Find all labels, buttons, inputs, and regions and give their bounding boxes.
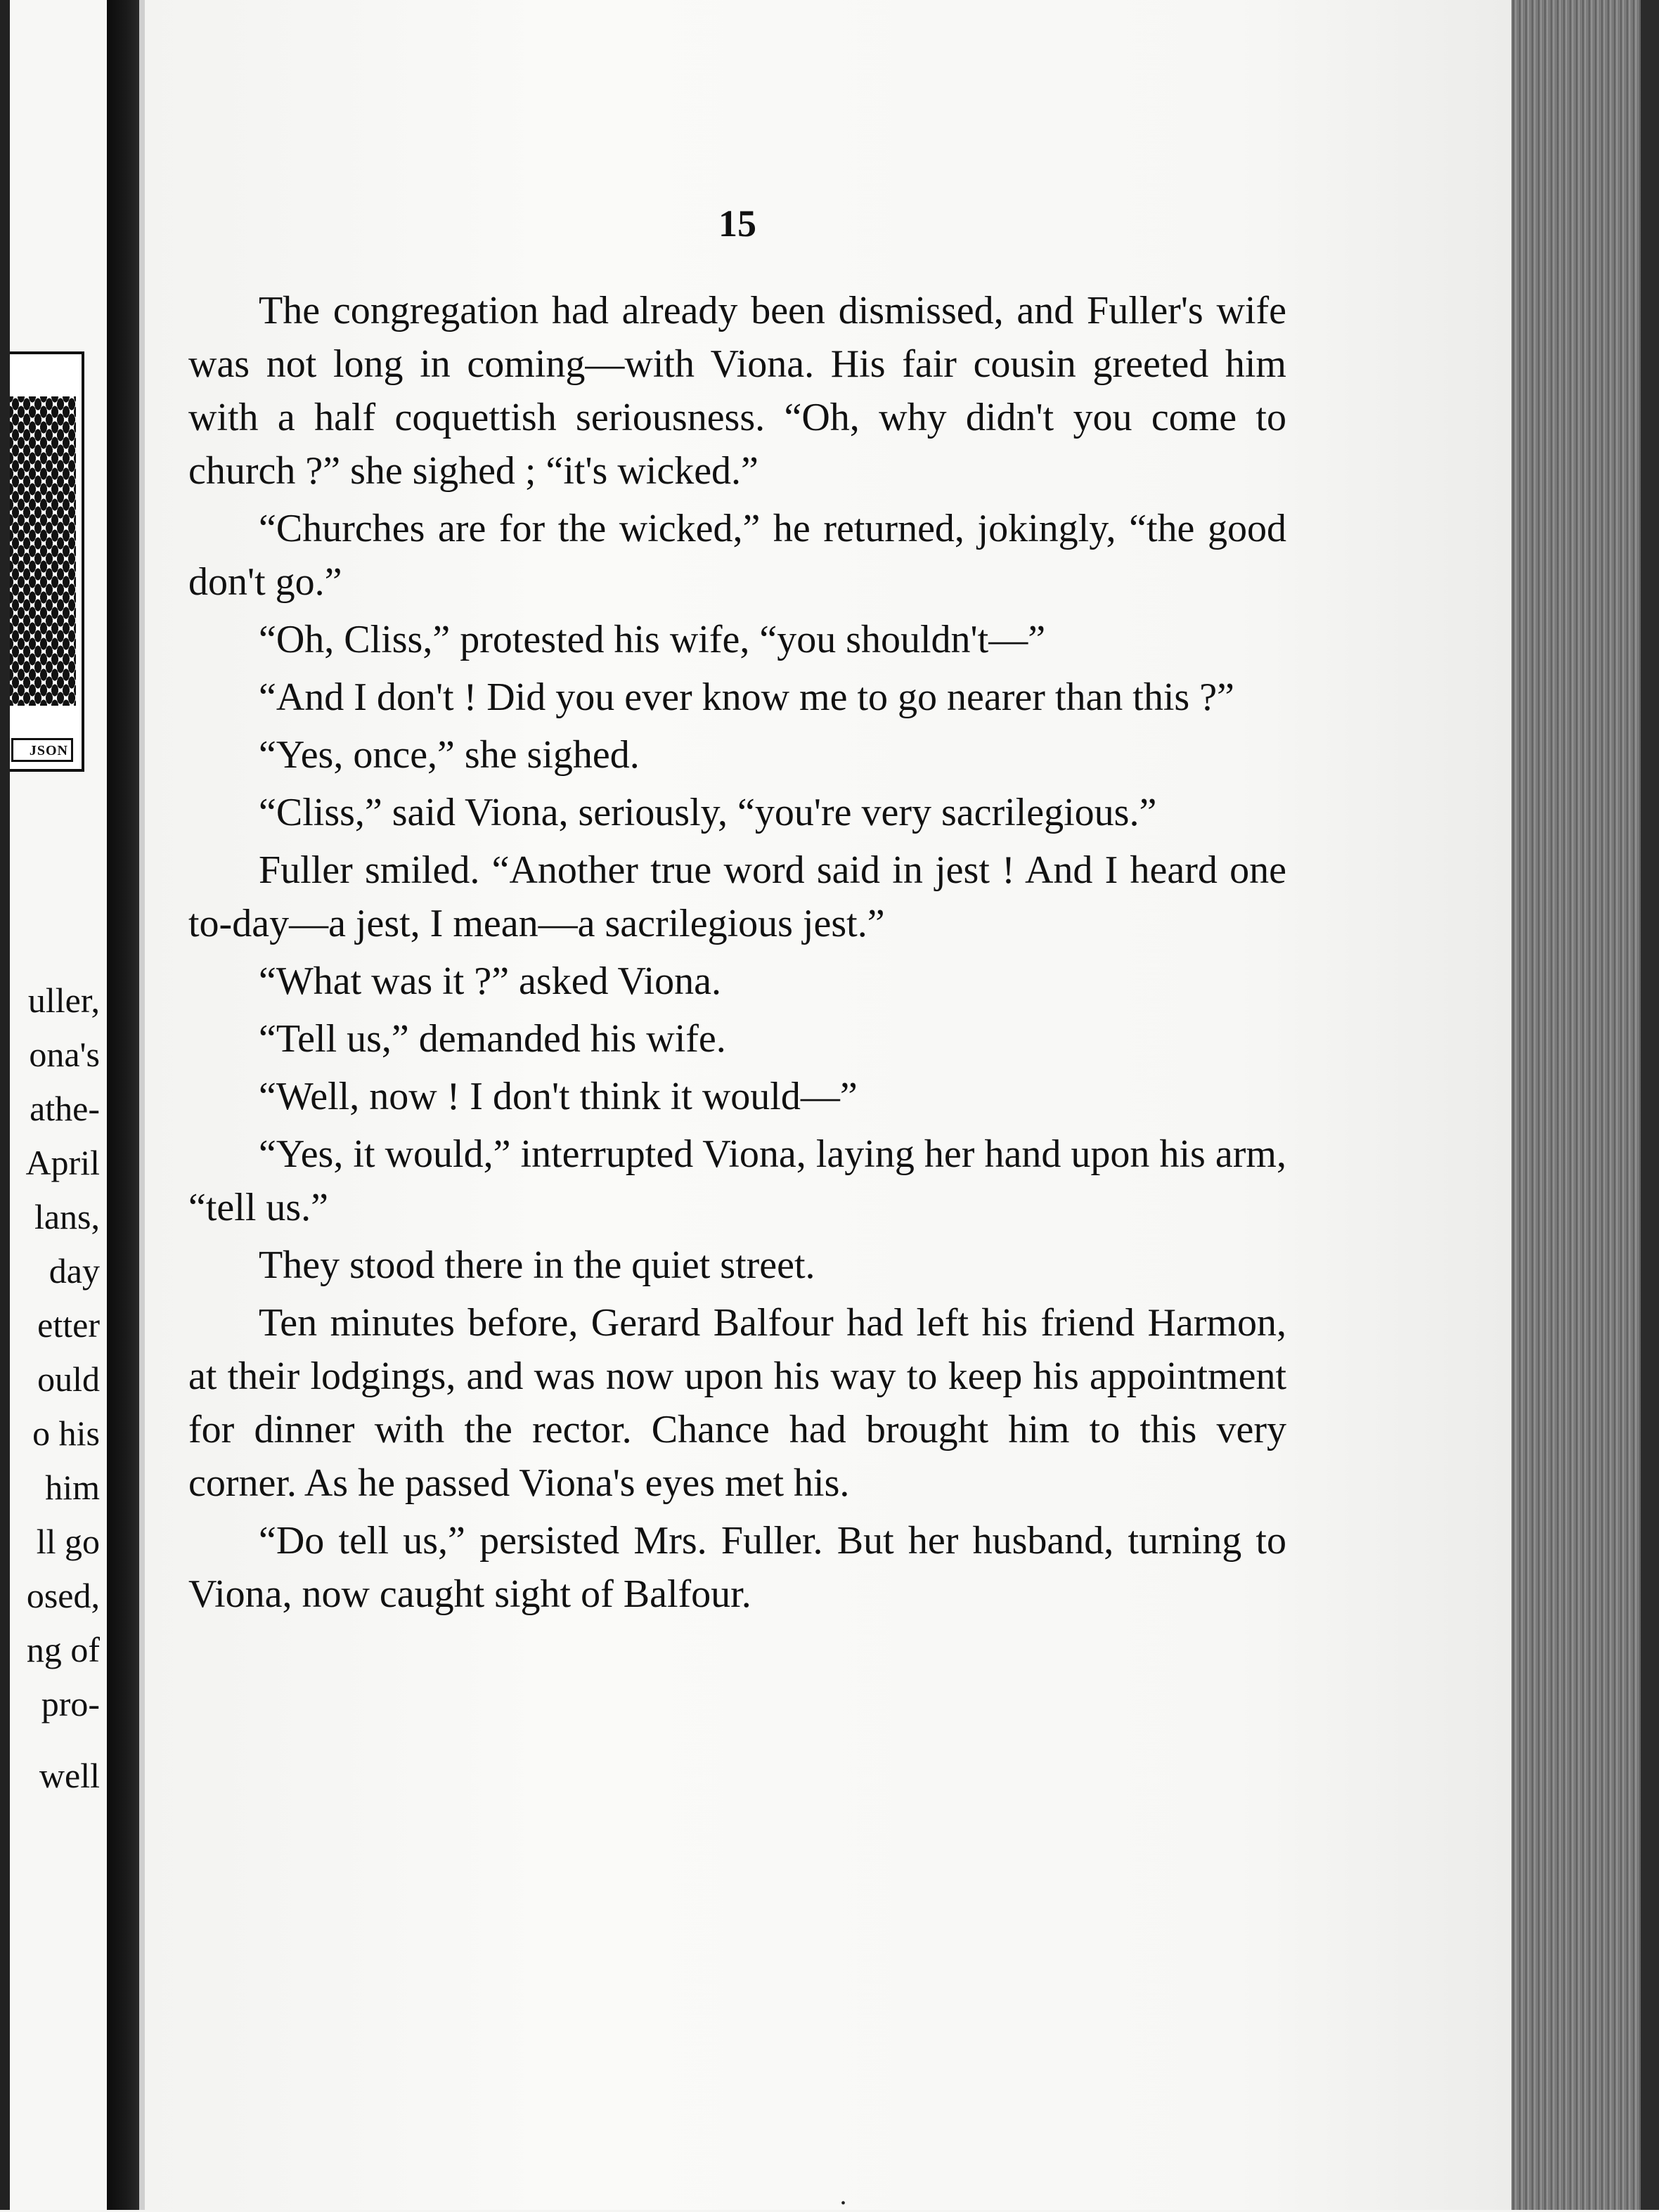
page-edges-right: [1511, 0, 1659, 2210]
paragraph: Fuller smiled. “Another true word said in jest ! And I heard one to-day—a jest, I mean—a sacrilegious jest.”: [188, 848, 1286, 945]
binding-edge-left: [0, 0, 10, 2210]
paragraph: They stood there in the quiet street.: [259, 1243, 815, 1287]
facing-line: athe-: [30, 1089, 100, 1128]
facing-line: osed,: [26, 1576, 100, 1615]
paragraph: The congregation had already been dismissed, and Fuller's wife was not long in coming—with Viona. His fair cousin greeted him with a half coquettish seriousness. “Oh, why didn't you come to church ?” she sighed ; “it's wicked.”: [188, 289, 1286, 493]
facing-line: April: [25, 1143, 100, 1182]
paragraph: “And I don't ! Did you ever know me to go nearer than this ?”: [259, 675, 1234, 719]
facing-line: etter: [37, 1305, 100, 1345]
facing-page: [10, 0, 107, 2210]
facing-line: uller,: [27, 981, 100, 1020]
illustration-signature: JSON: [11, 738, 73, 762]
facing-line: ona's: [29, 1035, 100, 1074]
facing-line: lans,: [34, 1197, 100, 1236]
page-number: 15: [718, 202, 756, 245]
paragraph: “Yes, once,” she sighed.: [259, 733, 640, 777]
paragraph: Ten minutes before, Gerard Balfour had left his friend Harmon, at their lodgings, and was now upon his way to keep his appointment for dinner with the rector. Chance had brought him to this very corner. As he passed Viona's eyes met his.: [188, 1301, 1286, 1505]
facing-page-illustration: [10, 351, 84, 772]
facing-line: ng of: [26, 1630, 100, 1669]
print-speck: •: [841, 2196, 846, 2211]
paragraph: “What was it ?” asked Viona.: [259, 959, 722, 1003]
facing-page-text: [10, 974, 100, 1803]
facing-line: ould: [37, 1359, 100, 1399]
paragraph: “Oh, Cliss,” protested his wife, “you shouldn't—”: [259, 618, 1046, 661]
illustration-pattern: [10, 396, 76, 706]
paragraph: “Well, now ! I don't think it would—”: [259, 1075, 858, 1118]
paragraph: “Churches are for the wicked,” he returned, jokingly, “the good don't go.”: [188, 507, 1286, 604]
facing-line: well: [39, 1756, 100, 1795]
paragraph: “Cliss,” said Viona, seriously, “you're very sacrilegious.”: [259, 791, 1157, 834]
page-text-block: [188, 202, 1286, 1625]
facing-line: o his: [32, 1414, 100, 1453]
paragraph: “Yes, it would,” interrupted Viona, laying her hand upon his arm, “tell us.”: [188, 1132, 1286, 1229]
paragraph: “Do tell us,” persisted Mrs. Fuller. But her husband, turning to Viona, now caught sight of Balfour.: [188, 1519, 1286, 1616]
gutter-highlight: [139, 0, 145, 2210]
paragraph: “Tell us,” demanded his wife.: [259, 1017, 726, 1061]
facing-line: ll go: [36, 1522, 100, 1561]
facing-line: day: [49, 1251, 100, 1291]
facing-line: pro-: [41, 1684, 100, 1723]
book-gutter: [107, 0, 139, 2210]
facing-line: him: [45, 1468, 100, 1507]
